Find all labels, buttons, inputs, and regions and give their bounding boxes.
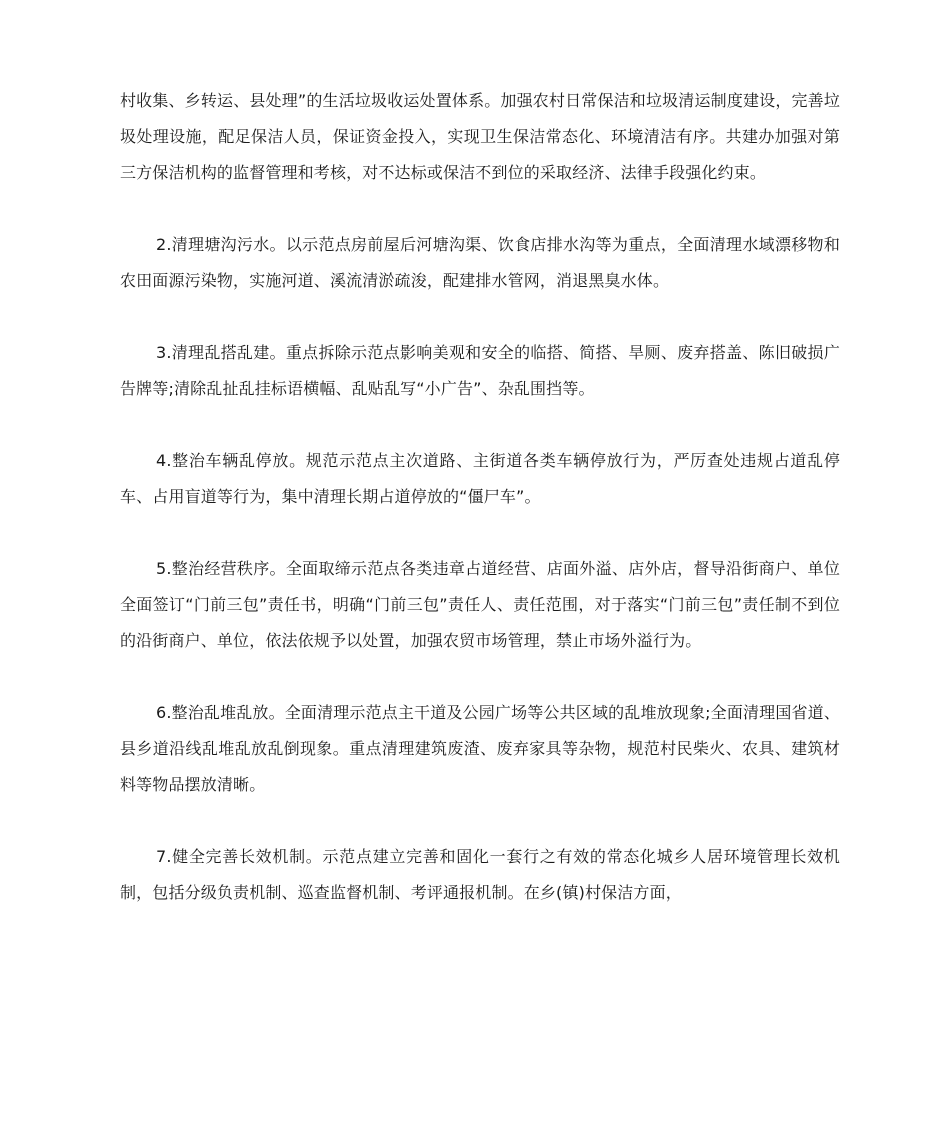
- document-body: [120, 83, 840, 911]
- paragraph-item-3: 3.清理乱搭乱建。重点拆除示范点影响美观和安全的临搭、简搭、旱厕、废弃搭盖、陈旧破损广告牌等;清除乱扯乱挂标语横幅、乱贴乱写“小广告”、杂乱围挡等。: [120, 343, 840, 398]
- paragraph-continuation: 村收集、乡转运、县处理”的生活垃圾收运处置体系。加强农村日常保洁和垃圾清运制度建设，完善垃圾处理设施，配足保洁人员，保证资金投入，实现卫生保洁常态化、环境清洁有序。共建办加强对第三方保洁机构的监督管理和考核，对不达标或保洁不到位的采取经济、法律手段强化约束。: [120, 91, 840, 182]
- paragraph-item-2: 2.清理塘沟污水。以示范点房前屋后河塘沟渠、饮食店排水沟等为重点，全面清理水域漂移物和农田面源污染物，实施河道、溪流清淤疏浚，配建排水管网，消退黑臭水体。: [120, 235, 840, 290]
- paragraph-item-4: 4.整治车辆乱停放。规范示范点主次道路、主街道各类车辆停放行为，严厉查处违规占道乱停车、占用盲道等行为，集中清理长期占道停放的“僵尸车”。: [120, 451, 840, 506]
- paragraph-item-5: 5.整治经营秩序。全面取缔示范点各类违章占道经营、店面外溢、店外店，督导沿街商户、单位全面签订“门前三包”责任书，明确“门前三包”责任人、责任范围，对于落实“门前三包”责任制不到位的沿街商户、单位，依法依规予以处置，加强农贸市场管理，禁止市场外溢行为。: [120, 559, 840, 650]
- paragraph-item-7: 7.健全完善长效机制。示范点建立完善和固化一套行之有效的常态化城乡人居环境管理长效机制，包括分级负责机制、巡查监督机制、考评通报机制。在乡(镇)村保洁方面，: [120, 847, 840, 902]
- paragraph-item-6: 6.整治乱堆乱放。全面清理示范点主干道及公园广场等公共区域的乱堆放现象;全面清理国省道、县乡道沿线乱堆乱放乱倒现象。重点清理建筑废渣、废弃家具等杂物，规范村民柴火、农具、建筑材料等物品摆放清晰。: [120, 703, 840, 794]
